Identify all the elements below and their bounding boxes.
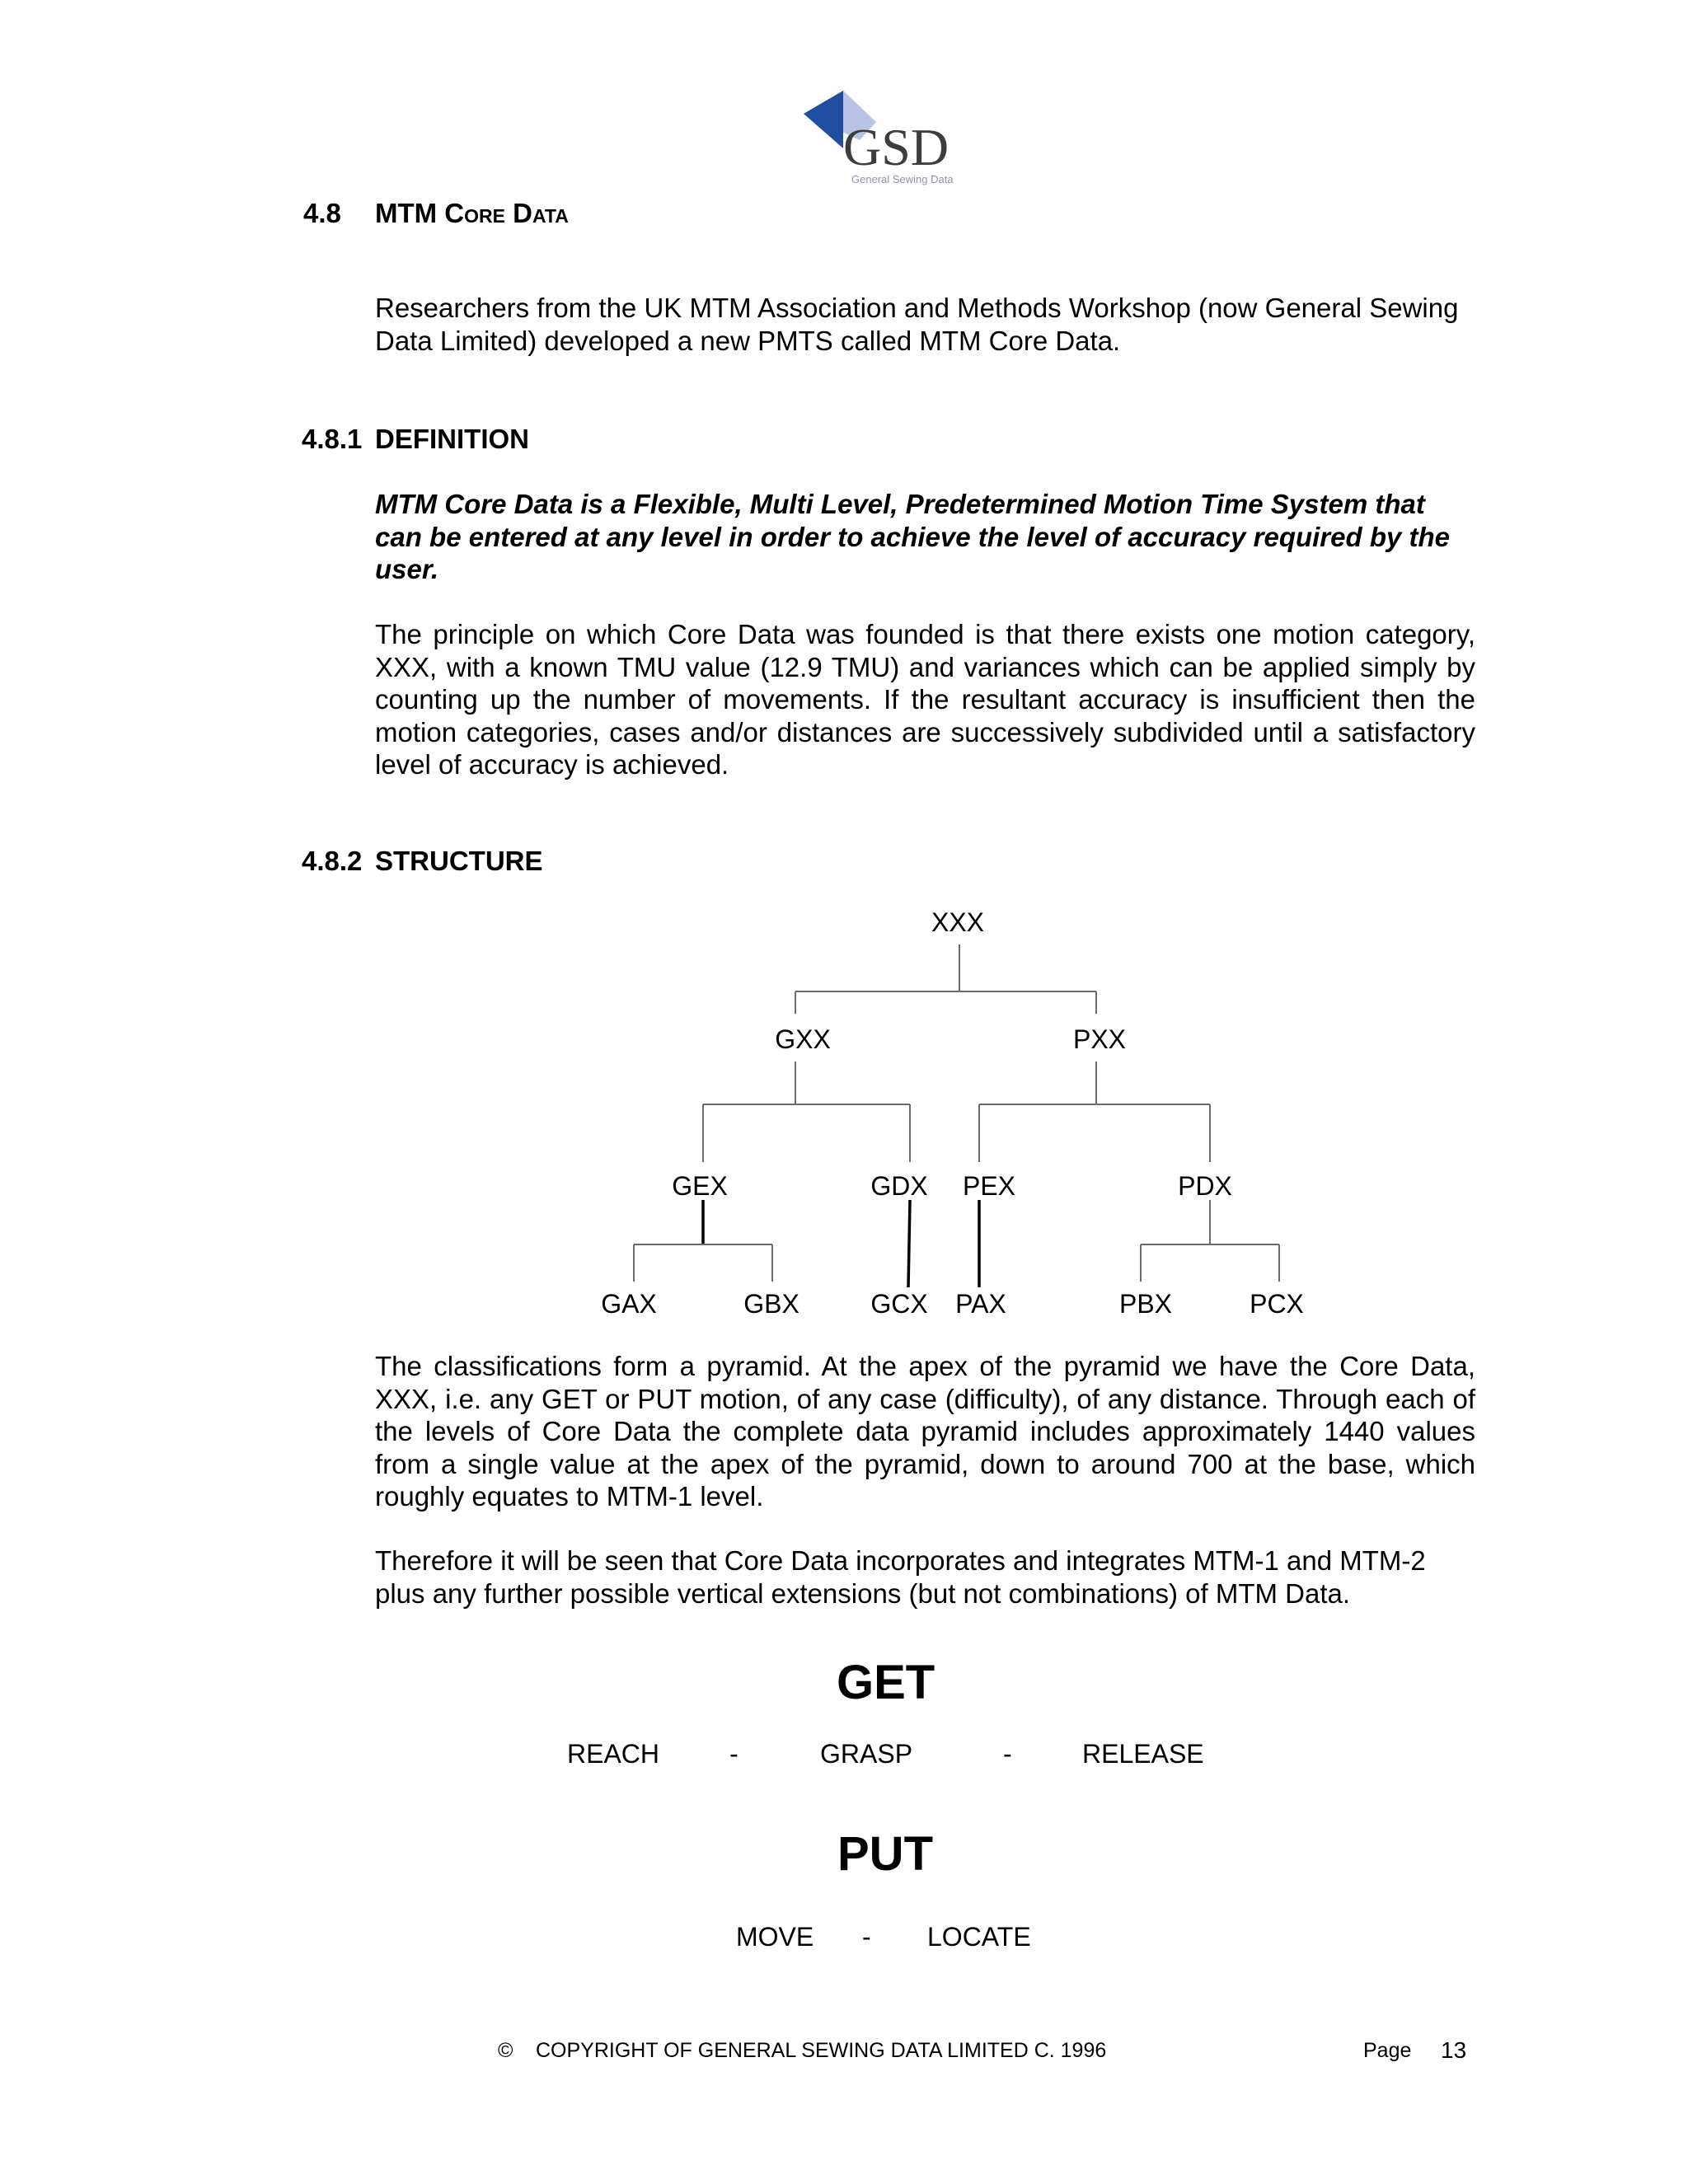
tree-node-level3: GBX [743, 1289, 799, 1319]
put-heading: PUT [837, 1827, 933, 1881]
tree-node-level1: PXX [1072, 1024, 1127, 1054]
tree-node-level2: PEX [962, 1171, 1016, 1201]
definition-statement: MTM Core Data is a Flexible, Multi Level, Predetermined Motion Time System that can be entered at any level in order to achieve the level of accuracy required by the user. [375, 489, 1450, 584]
tree-node-level2: GEX [672, 1171, 728, 1201]
get-term: REACH [567, 1739, 660, 1769]
put-separator: - [862, 1922, 871, 1952]
structure-number: 4.8.2 [302, 846, 363, 876]
definition-title: DEFINITION [375, 424, 529, 454]
tree-node-level3: GCX [870, 1289, 928, 1319]
get-term: RELEASE [1082, 1739, 1204, 1769]
get-heading: GET [837, 1656, 935, 1709]
logo-subtext: General Sewing Data [851, 173, 954, 185]
core-data-tree [577, 907, 1319, 1335]
gsd-logo [804, 89, 981, 188]
copyright-symbol: © [498, 2039, 513, 2062]
structure-title: STRUCTURE [375, 846, 543, 876]
get-separator: - [1003, 1739, 1012, 1769]
section-intro: Researchers from the UK MTM Association and Methods Workshop (now General Sewing Data Limited) developed a new PMTS called MTM Core Data. [375, 293, 1459, 356]
put-term: LOCATE [927, 1922, 1031, 1952]
page-label: Page [1363, 2039, 1412, 2062]
tree-node-level3: GAX [601, 1289, 657, 1319]
definition-number: 4.8.1 [302, 424, 363, 454]
tree-connector [908, 1200, 910, 1287]
get-separator: - [729, 1739, 738, 1769]
conclusion-paragraph: Therefore it will be seen that Core Data incorporates and integrates MTM-1 and MTM-2 plus any further possible vertical extensions (but not combinations) of MTM Data. [375, 1545, 1426, 1609]
tree-node-level3: PAX [955, 1289, 1006, 1319]
tree-node-level2: GDX [870, 1171, 928, 1201]
pyramid-paragraph: The classifications form a pyramid. At the apex of the pyramid we have the Core Data, XXX, i.e. any GET or PUT motion, of any case (difficulty), of any distance. Through each of the levels of Core Data the complete data pyramid includes approximately 1440 values from a single value at the apex of the pyramid, down to around 700 at the base, which roughly equates to MTM-1 level. [375, 1351, 1475, 1511]
page-number: 13 [1441, 2037, 1467, 2063]
tree-node-level3: PBX [1118, 1289, 1173, 1319]
logo-dark-shape [804, 91, 843, 148]
get-term: GRASP [820, 1739, 913, 1769]
tree-node-level1: GXX [775, 1024, 831, 1054]
definition-principle: The principle on which Core Data was founded is that there exists one motion category, XXX, with a known TMU value (12.9 TMU) and variances which can be applied simply by counting up the number of movements. If the resultant accuracy is insufficient then the motion categories, cases and/or distances are successively subdivided until a satisfactory level of accuracy is achieved. [375, 619, 1475, 780]
tree-diagram [577, 907, 1319, 1335]
gsd-logo-graphic [804, 89, 981, 188]
section-title: MTM Core Data [375, 198, 569, 228]
section-number: 4.8 [303, 198, 341, 228]
put-term: MOVE [736, 1922, 814, 1952]
copyright-text: COPYRIGHT OF GENERAL SEWING DATA LIMITED C. 1996 [536, 2039, 1107, 2062]
tree-node-level2: PDX [1178, 1171, 1232, 1201]
tree-node-root: XXX [931, 907, 985, 937]
logo-text: GSD [843, 118, 950, 176]
tree-node-level3: PCX [1250, 1289, 1304, 1319]
